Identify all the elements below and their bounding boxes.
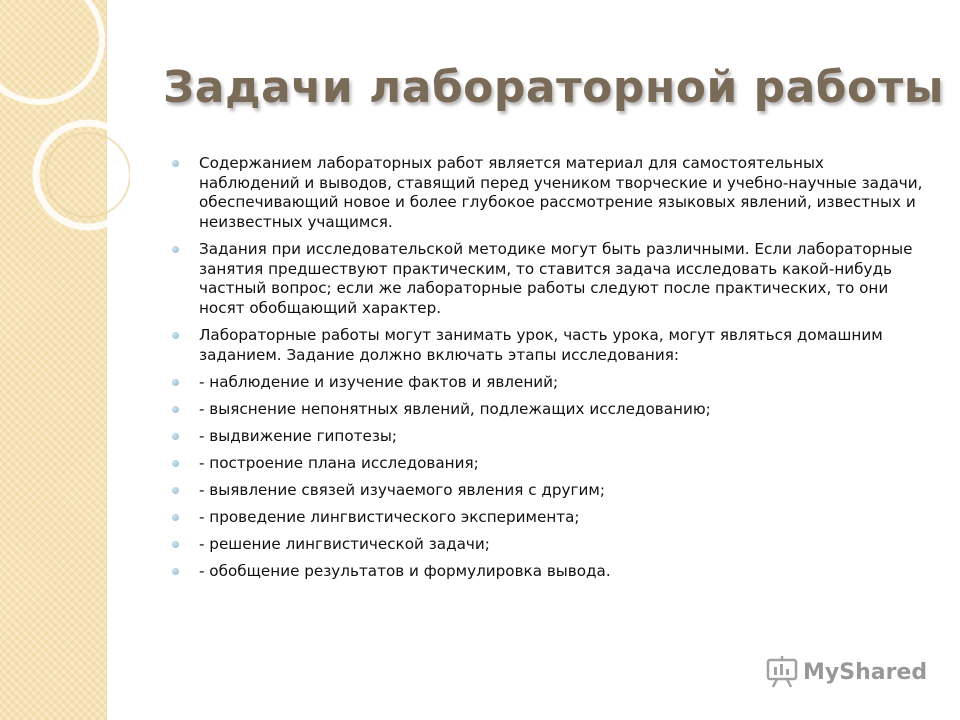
bullet-text: - выявление связей изучаемого явления с другим; [199,481,605,499]
bullet-text: - выяснение непонятных явлений, подлежащих исследованию; [199,400,711,418]
bullet-dot-icon [172,433,179,440]
bullet-dot-icon [172,332,179,339]
bullet-dot-icon [172,160,179,167]
bullet-item [172,535,924,555]
bullet-item [172,427,924,447]
bullet-text: Содержанием лабораторных работ является материал для самостоятельных наблюдений и выводов, ставящий перед учеником творческие и учебно-научные задачи, обеспечивающий новое и более глубокое рассмотрение языковых явлений, известных и неизвестных учащимся. [199,154,923,231]
watermark-text: MyShared [803,659,928,685]
bullet-dot-icon [172,568,179,575]
slide-title: Задачи лабораторной работы [163,62,945,113]
bullet-dot-icon [172,379,179,386]
bullet-text: Задания при исследовательской методике могут быть различными. Если лабораторные занятия предшествуют практическим, то ставится задача исследовать какой-нибудь частный вопрос; если же лабораторные работы следуют после практических, то они носят обобщающий характер. [199,240,913,317]
presentation-board-icon [765,655,799,689]
bullet-dot-icon [172,514,179,521]
bullet-text: - выдвижение гипотезы; [199,427,398,445]
bullet-item [172,154,924,232]
bullet-item [172,400,924,420]
bullet-item [172,240,924,318]
slide-content [172,154,924,589]
bullet-text: - решение лингвистической задачи; [199,535,490,553]
bullet-list [172,154,924,582]
bullet-dot-icon [172,541,179,548]
bullet-text: - обобщение результатов и формулировка вывода. [199,562,611,580]
bullet-dot-icon [172,460,179,467]
myshared-watermark [765,655,927,689]
bullet-dot-icon [172,406,179,413]
bullet-item [172,454,924,474]
decorative-sidebar [0,0,107,720]
bullet-item [172,508,924,528]
bullet-text: - наблюдение и изучение фактов и явлений; [199,373,559,391]
bullet-text: - построение плана исследования; [199,454,479,472]
bullet-item [172,373,924,393]
bullet-dot-icon [172,487,179,494]
bullet-item [172,481,924,501]
bullet-item [172,562,924,582]
bullet-item [172,326,924,365]
bullet-dot-icon [172,246,179,253]
bullet-text: - проведение лингвистического эксперимента; [199,508,580,526]
bullet-text: Лабораторные работы могут занимать урок, часть урока, могут являться домашним заданием. Задание должно включать этапы исследования: [199,326,883,364]
